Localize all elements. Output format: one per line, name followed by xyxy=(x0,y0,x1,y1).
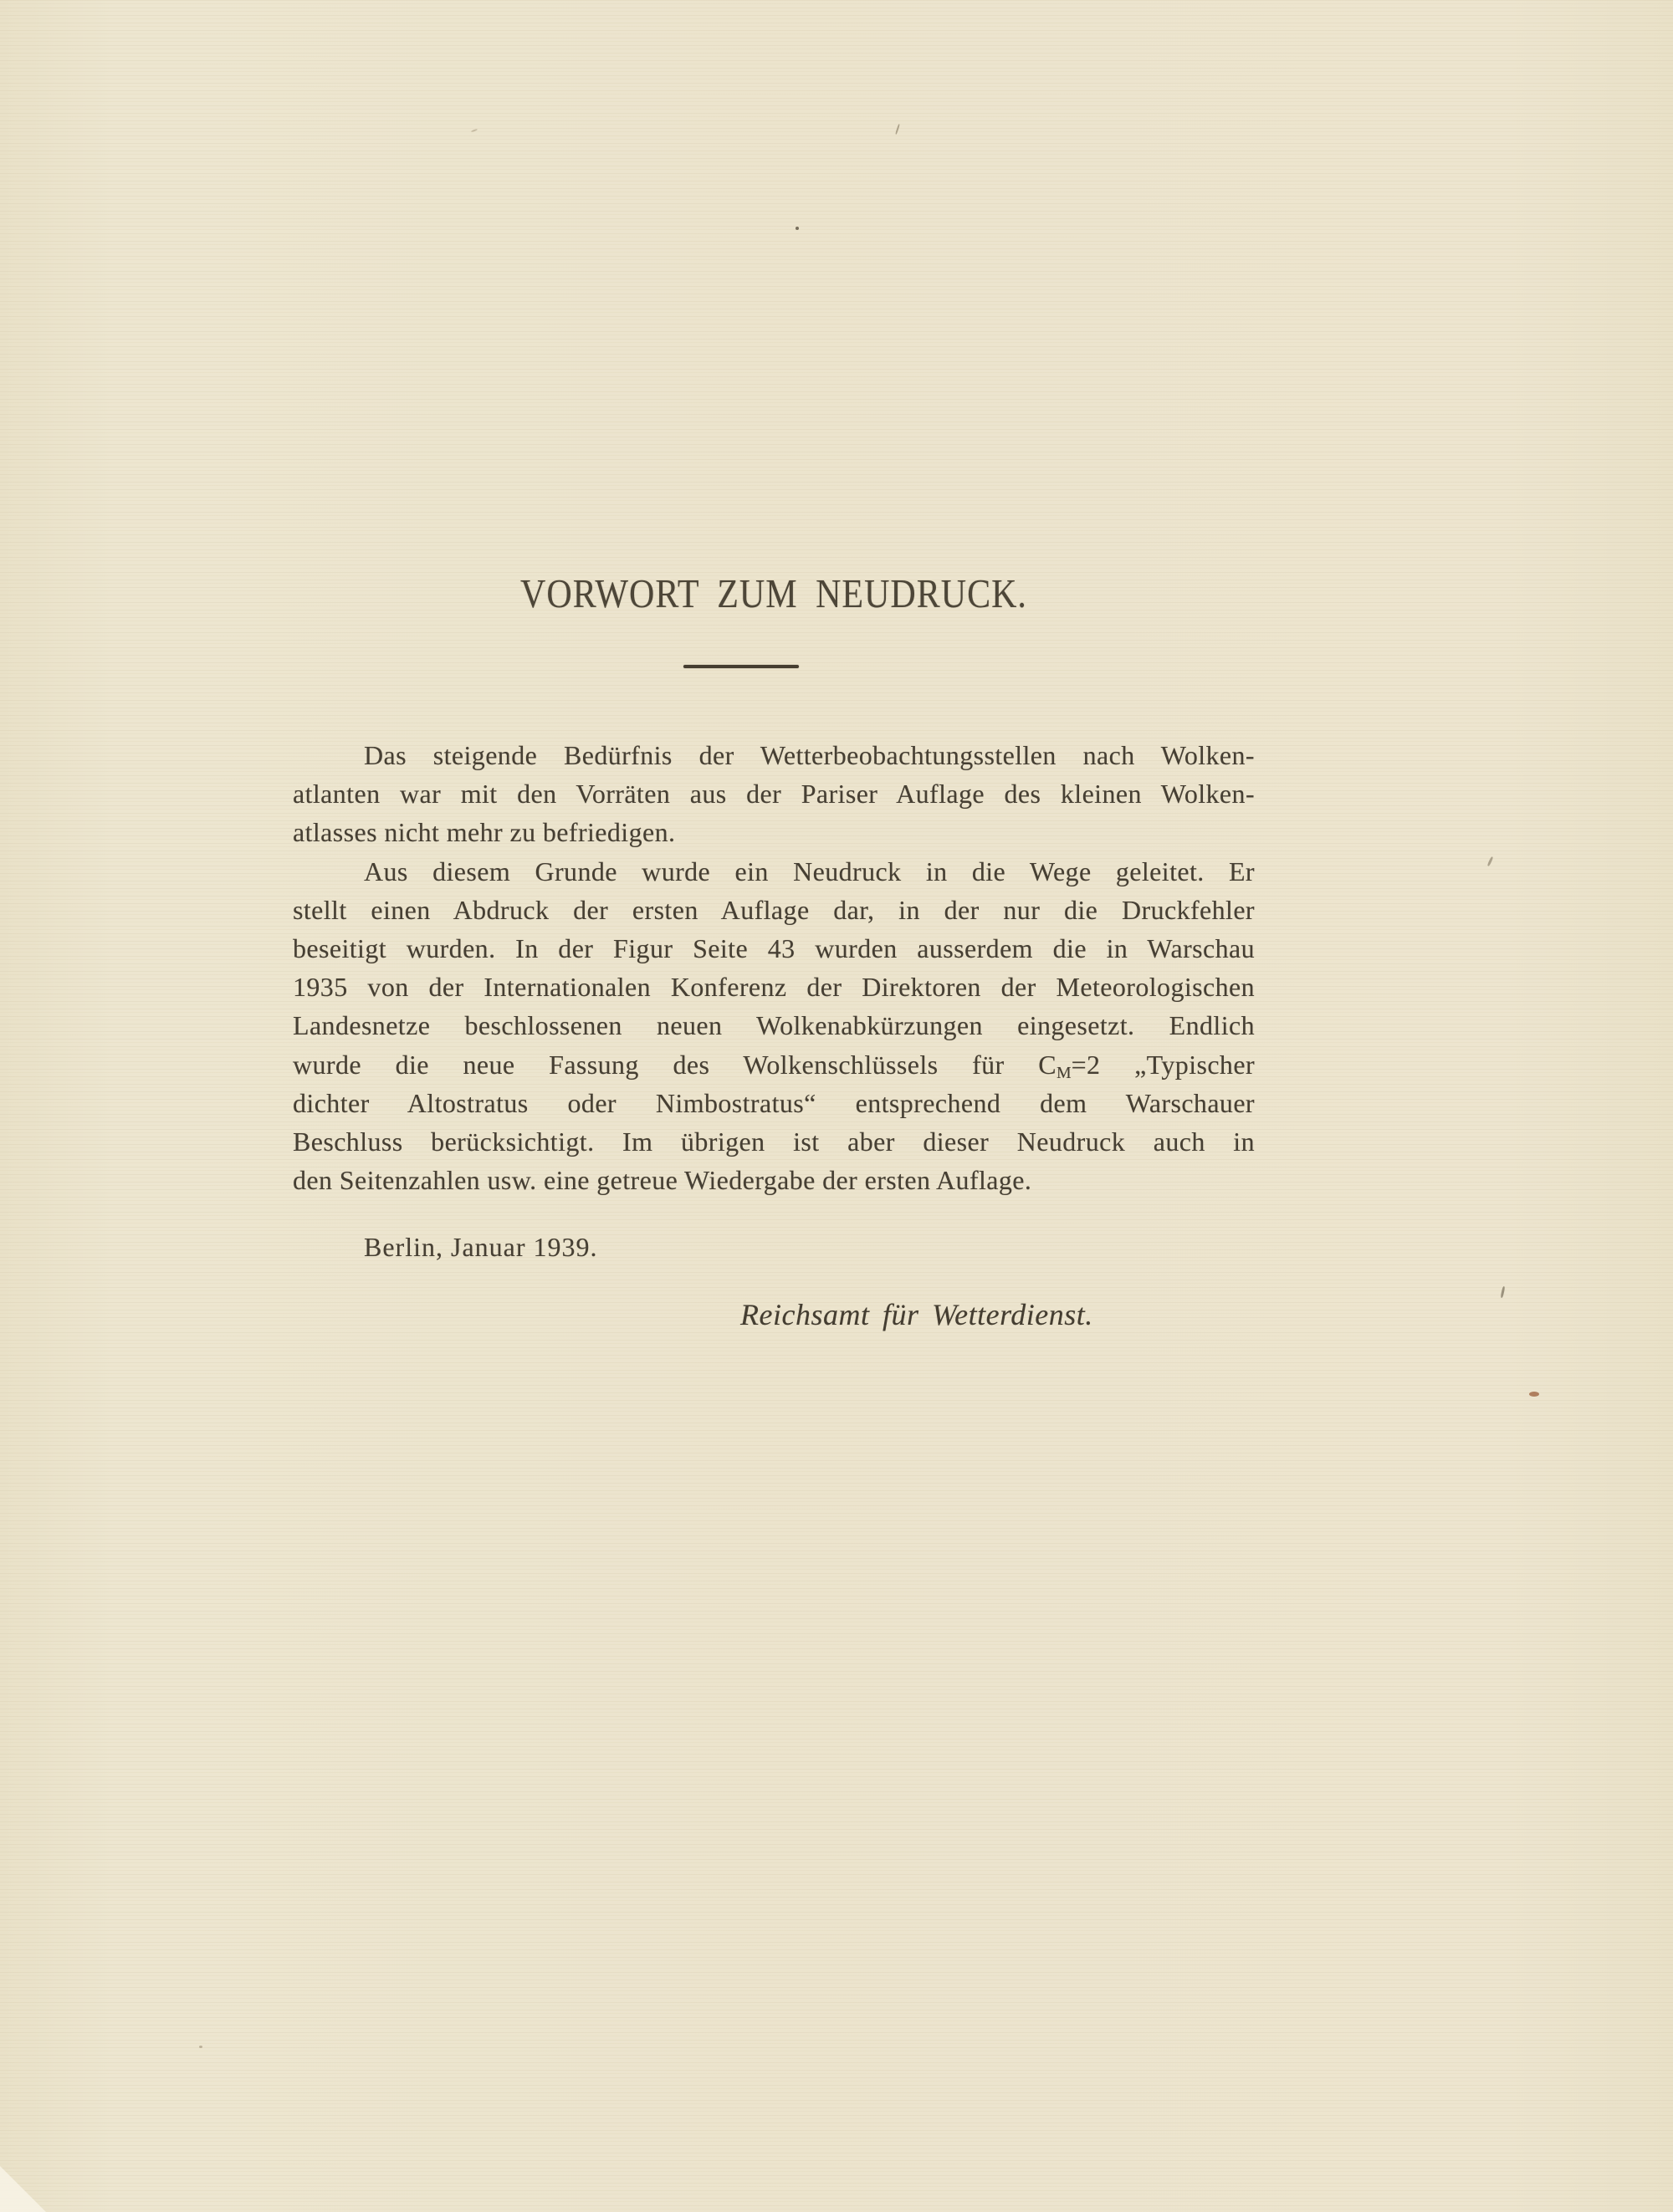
paper-fiber xyxy=(471,129,478,133)
body-line-text: wurde die neue Fassung des Wolkenschlüssels für C xyxy=(293,1049,1056,1080)
title-divider-rule xyxy=(683,665,799,668)
signature-line: Reichsamt für Wetterdienst. xyxy=(740,1298,1093,1331)
paper-fiber xyxy=(1501,1286,1506,1298)
page-corner-fold xyxy=(0,2166,46,2212)
paper-speck xyxy=(796,227,799,230)
subscript-m: M xyxy=(1056,1063,1072,1082)
dateline: Berlin, Januar 1939. xyxy=(364,1232,598,1262)
paper-fiber xyxy=(895,124,900,135)
paper-speck xyxy=(1487,856,1494,866)
page-title: VORWORT ZUM NEUDRUCK. xyxy=(520,572,1027,617)
paper-speck-red xyxy=(1529,1392,1539,1397)
body-line: stellt einen Abdruck der ersten Auflage dar, in der nur die Druckfehler xyxy=(293,894,1255,925)
body-line: dichter Altostratus oder Nimbostratus“ entsprechend dem Warschauer xyxy=(293,1087,1255,1118)
preface-text-block xyxy=(293,736,1255,1199)
body-line: Beschluss berücksichtigt. Im übrigen ist aber dieser Neudruck auch in xyxy=(293,1126,1255,1157)
body-line: atlasses nicht mehr zu befriedigen. xyxy=(293,817,676,848)
body-line-with-subscript xyxy=(293,1045,1255,1084)
body-line: beseitigt wurden. In der Figur Seite 43 wurden ausserdem die in Warschau xyxy=(293,932,1255,963)
body-line: Das steigende Bedürfnis der Wetterbeobachtungsstellen nach Wolken- xyxy=(364,740,1255,770)
paper-speck xyxy=(199,2046,202,2048)
body-line: Landesnetze beschlossenen neuen Wolkenabkürzungen eingesetzt. Endlich xyxy=(293,1010,1255,1041)
body-line: 1935 von der Internationalen Konferenz der Direktoren der Meteorologischen xyxy=(293,972,1255,1003)
body-line: Aus diesem Grunde wurde ein Neudruck in die Wege geleitet. Er xyxy=(364,856,1255,886)
body-line: atlanten war mit den Vorräten aus der Pariser Auflage des kleinen Wolken- xyxy=(293,779,1255,810)
body-line-text: =2 „Typischer xyxy=(1071,1049,1255,1080)
body-line: den Seitenzahlen usw. eine getreue Wiedergabe der ersten Auflage. xyxy=(293,1165,1032,1196)
